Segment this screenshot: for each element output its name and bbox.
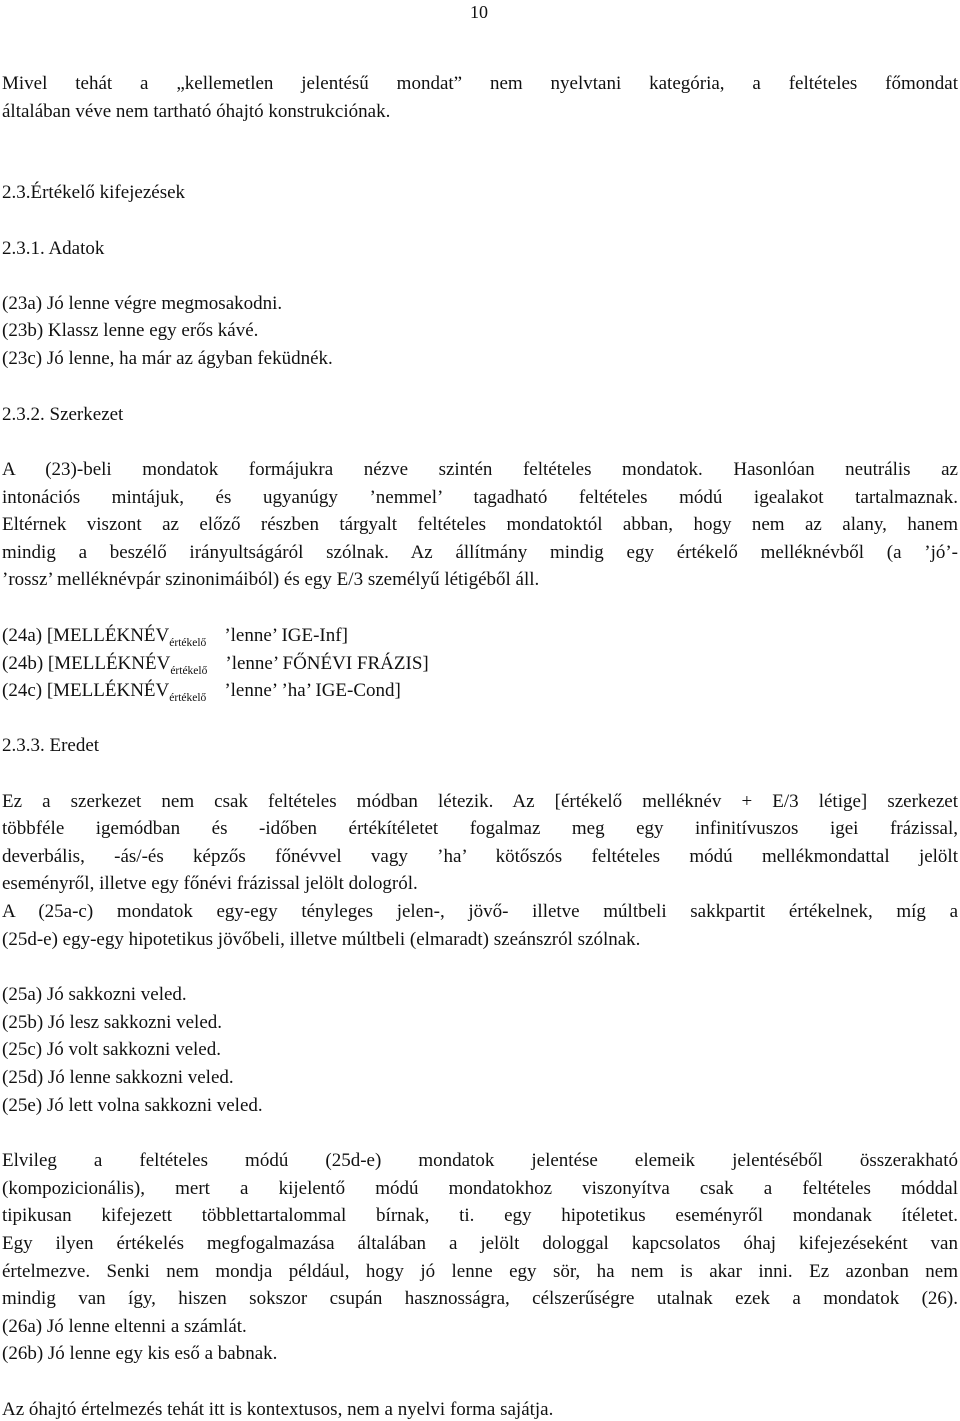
example-24b bbox=[2, 653, 429, 677]
example-26b: (26b) Jó lenne egy kis eső a babnak. bbox=[2, 1343, 278, 1364]
paragraph-line: A (25a-c) mondatok egy-egy tényleges jelen-, jövő- illetve múltbeli sakkpartit értékelnek, míg a bbox=[2, 901, 958, 922]
paragraph-line: (25d-e) egy-egy hipotetikus jövőbeli, illetve múltbeli (elmaradt) szeánszról szólnak. bbox=[2, 929, 641, 950]
paragraph-line: mindig van így, hiszen sokszor csupán hasznosságra, célszerűségre utalnak ezek a mondatok (26). bbox=[2, 1288, 958, 1309]
example-formula-rest: ’lenne’ IGE-Inf] bbox=[224, 625, 348, 646]
subscript: értékelő bbox=[169, 637, 207, 649]
subscript: értékelő bbox=[169, 692, 207, 704]
paragraph-line: Egy ilyen értékelés megfogalmazása általában a jelölt dologgal kapcsolatos óhaj kifejezéseként van bbox=[2, 1233, 958, 1254]
example-formula: (24b) [MELLÉKNÉV bbox=[2, 653, 171, 674]
section-heading-2-3-1: 2.3.1. Adatok bbox=[2, 238, 105, 259]
intro-line-1: Mivel tehát a „kellemetlen jelentésű mondat” nem nyelvtani kategória, a feltételes főmondat bbox=[2, 73, 958, 94]
section-heading-2-3-2: 2.3.2. Szerkezet bbox=[2, 404, 124, 425]
example-26a: (26a) Jó lenne eltenni a számlát. bbox=[2, 1316, 247, 1337]
paragraph-line: többféle igemódban és -időben értékítéletet fogalmaz meg egy infinitívuszos igei frázissal, bbox=[2, 818, 958, 839]
example-25c: (25c) Jó volt sakkozni veled. bbox=[2, 1039, 221, 1060]
example-formula: (24a) [MELLÉKNÉV bbox=[2, 625, 170, 646]
example-23b: (23b) Klassz lenne egy erős kávé. bbox=[2, 320, 259, 341]
example-formula-rest: ’lenne’ ’ha’ IGE-Cond] bbox=[224, 680, 401, 701]
example-25a: (25a) Jó sakkozni veled. bbox=[2, 984, 187, 1005]
paragraph-line: Elvileg a feltételes módú (25d-e) mondatok jelentése elemeik jelentéséből összerakható bbox=[2, 1150, 958, 1171]
paragraph-line: eseményről, illetve egy főnévi frázissal jelölt dologról. bbox=[2, 873, 418, 894]
paragraph-line: mindig a beszélő irányultságáról szólnak. Az állítmány mindig egy értékelő melléknévből (a ’jó’- bbox=[2, 542, 958, 563]
example-24c bbox=[2, 680, 401, 704]
paragraph-line: értelmezve. Senki nem mondja például, hogy jó lenne egy sör, ha nem is akar inni. Ez azonban nem bbox=[2, 1261, 958, 1282]
page-number: 10 bbox=[470, 2, 488, 22]
example-24a bbox=[2, 625, 348, 649]
example-25e: (25e) Jó lett volna sakkozni veled. bbox=[2, 1095, 263, 1116]
example-25b: (25b) Jó lesz sakkozni veled. bbox=[2, 1012, 223, 1033]
paragraph-line: Ez a szerkezet nem csak feltételes módban létezik. Az [értékelő melléknév + E/3 létige] szerkezet bbox=[2, 791, 958, 812]
paragraph-line: deverbális, -ás/-és képzős főnévvel vagy ’ha’ kötőszós feltételes módú mellékmondattal jelölt bbox=[2, 846, 958, 867]
section-heading-2-3-3: 2.3.3. Eredet bbox=[2, 735, 100, 756]
example-23c: (23c) Jó lenne, ha már az ágyban feküdnék. bbox=[2, 348, 333, 369]
paragraph-line: A (23)-beli mondatok formájukra nézve szintén feltételes mondatok. Hasonlóan neutrális az bbox=[2, 459, 958, 480]
example-23a: (23a) Jó lenne végre megmosakodni. bbox=[2, 293, 283, 314]
subscript: értékelő bbox=[170, 665, 208, 677]
paragraph-line: (kompozicionális), mert a kijelentő módú mondatokhoz viszonyítva csak a feltételes móddal bbox=[2, 1178, 958, 1199]
section-heading-2-3: 2.3.Értékelő kifejezések bbox=[2, 182, 186, 203]
paragraph-line: ’rossz’ melléknévpár szinonimáiból) és egy E/3 személyű létigéből áll. bbox=[2, 569, 540, 590]
example-formula-rest: ’lenne’ FŐNÉVI FRÁZIS] bbox=[225, 653, 429, 674]
paragraph-line: intonációs mintájuk, és ugyanúgy ’nemmel’ tagadható feltételes módú igealakot tartalmaznak. bbox=[2, 487, 958, 508]
example-25d: (25d) Jó lenne sakkozni veled. bbox=[2, 1067, 234, 1088]
paragraph-line: Eltérnek viszont az előző részben tárgyalt feltételes mondatoktól abban, hogy nem az alany, hanem bbox=[2, 514, 958, 535]
paragraph-line: tipikusan kifejezett többlettartalommal bírnak, ti. egy hipotetikus eseményről mondanak ítéletet. bbox=[2, 1205, 958, 1226]
example-formula: (24c) [MELLÉKNÉV bbox=[2, 680, 170, 701]
closing-sentence: Az óhajtó értelmezés tehát itt is kontextusos, nem a nyelvi forma sajátja. bbox=[2, 1399, 554, 1420]
intro-line-2: általában véve nem tartható óhajtó konstrukciónak. bbox=[2, 101, 391, 122]
